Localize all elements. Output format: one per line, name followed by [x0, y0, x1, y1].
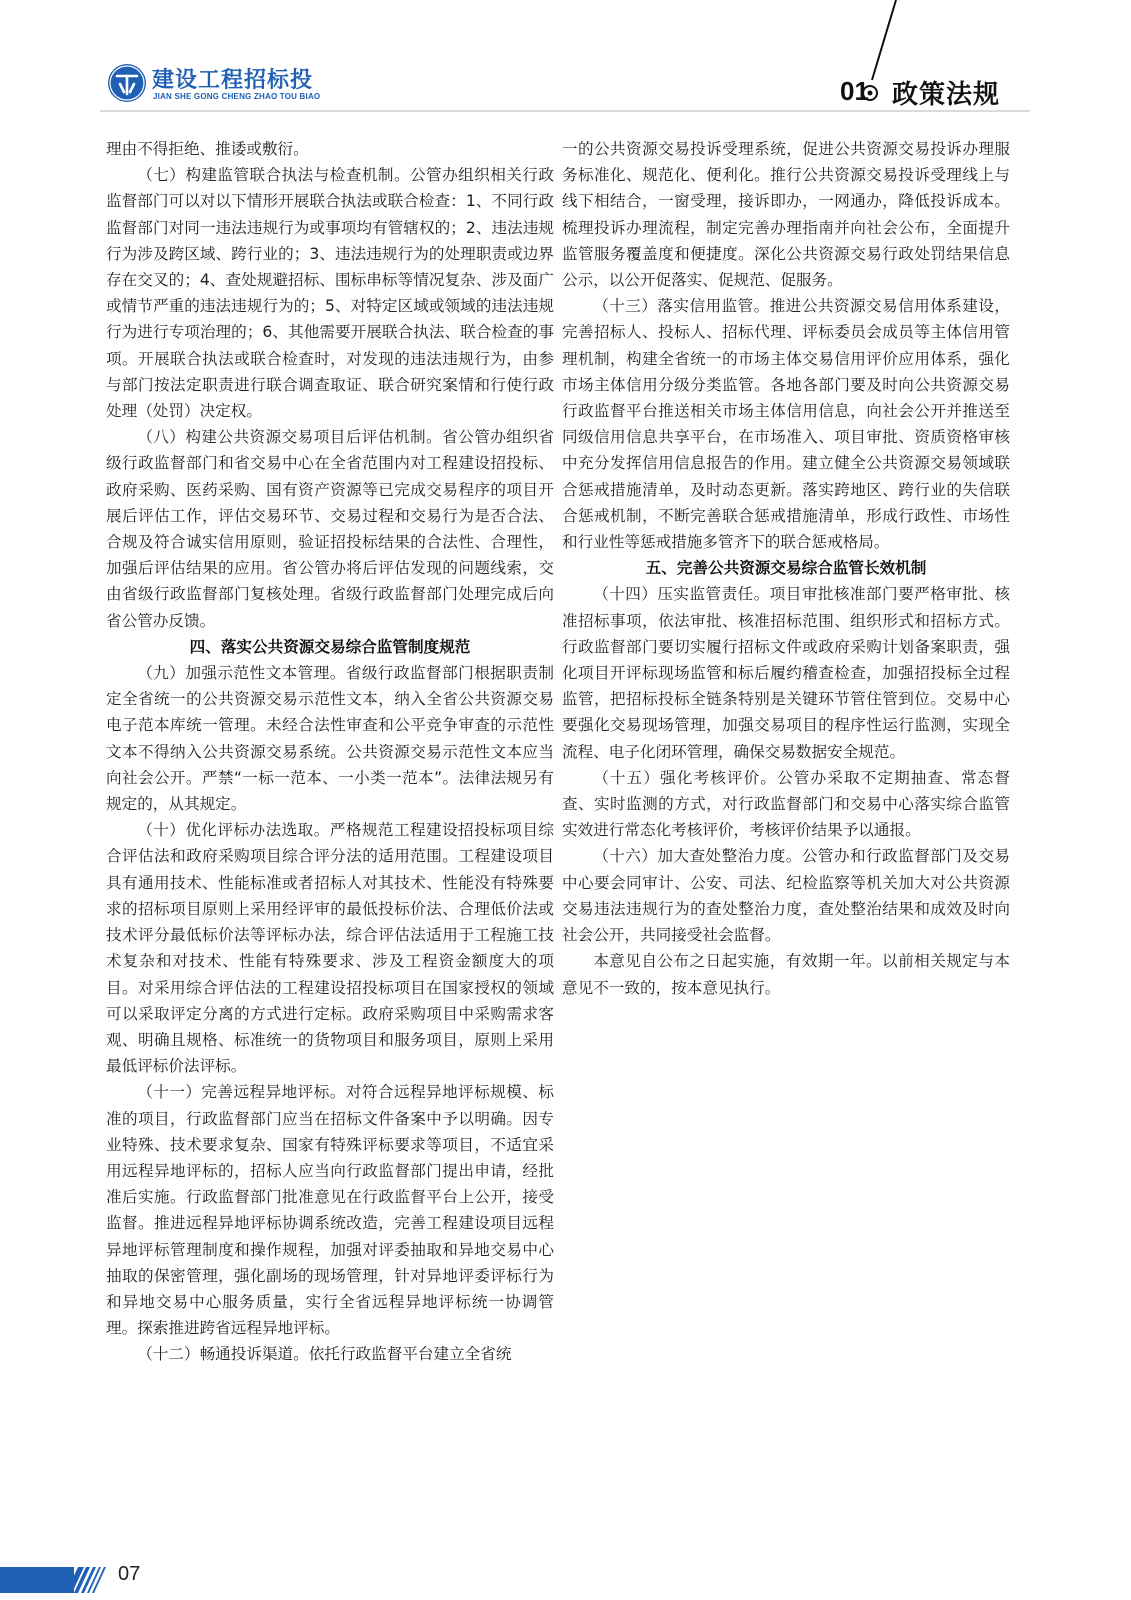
paragraph: （十六）加大查处整治力度。公管办和行政监督部门及交易中心要会同审计、公安、司法、纪检监察等机关加大对公共资源交易违法违规行为的查处整治力度，查处整治结果和成效及时向社会公开，共同接受社会监督。 [562, 847, 1010, 945]
left-text-column [106, 136, 554, 1368]
page-number: 07 [118, 1563, 141, 1585]
brand-pinyin: JIAN SHE GONG CHENG ZHAO TOU BIAO [153, 92, 321, 101]
paragraph: （九）加强示范性文本管理。省级行政监督部门根据职责制定全省统一的公共资源交易示范性文本，纳入全省公共资源交易电子范本库统一管理。未经合法性审查和公平竞争审查的示范性文本不得纳入公共资源交易系统。公共资源交易示范性文本应当向社会公开。严禁“一标一范本、一小类一范本”。法律法规另有规定的，从其规定。 [106, 664, 554, 814]
paragraph: （十三）落实信用监管。推进公共资源交易信用体系建设，完善招标人、投标人、招标代理、评标委员会成员等主体信用管理机制，构建全省统一的市场主体交易信用评价应用体系，强化市场主体信用分级分类监管。各地各部门要及时向公共资源交易行政监督平台推送相关市场主体信用信息，向社会公开并推送至同级信用信息共享平台，在市场准入、项目审批、资质资格审核中充分发挥信用信息报告的作用。建立健全公共资源交易领域联合惩戒措施清单，及时动态更新。落实跨地区、跨行业的失信联合惩戒机制，不断完善联合惩戒措施清单，形成行政性、市场性和行业性等惩戒措施多管齐下的联合惩戒格局。 [562, 297, 1010, 552]
page-header [0, 0, 1131, 120]
paragraph: （十一）完善远程异地评标。对符合远程异地评标规模、标准的项目，行政监督部门应当在招标文件备案中予以明确。因专业特殊、技术要求复杂、国家有特殊评标要求等项目，不适宜采用远程异地评标的，招标人应当向行政监督部门提出申请，经批准后实施。行政监督部门批准意见在行政监督平台上公开，接受监督。推进远程异地评标协调系统改造，完善工程建设项目远程异地评标管理制度和操作规程，加强对评委抽取和异地交易中心抽取的保密管理，强化副场的现场管理，针对异地评委评标行为和异地交易中心服务质量，实行全省远程异地评标统一协调管理。探索推进跨省远程异地评标。 [106, 1083, 554, 1338]
paragraph: （十四）压实监管责任。项目审批核准部门要严格审批、核准招标事项，依法审批、核准招标范围、组织形式和招标方式。行政监督部门要切实履行招标文件或政府采购计划备案职责，强化项目开评标现场监管和标后履约稽查检查，加强招投标全过程监管，把招标投标全链条特别是关键环节管住管到位。交易中心要强化交易现场管理，加强交易项目的程序性运行监测，实现全流程、电子化闭环管理，确保交易数据安全规范。 [562, 585, 1010, 761]
paragraph: （七）构建监管联合执法与检查机制。公管办组织相关行政监督部门可以对以下情形开展联合执法或联合检查：1、不同行政监督部门对同一违法违规行为或事项均有管辖权的；2、违法违规行为涉及跨区域、跨行业的；3、违法违规行为的处理职责或边界存在交叉的；4、查处规避招标、围标串标等情况复杂、涉及面广或情节严重的违法违规行为的；5、对特定区域或领域的违法违规行为进行专项治理的；6、其他需要开展联合执法、联合检查的事项。开展联合执法或联合检查时，对发现的违法违规行为，由参与部门按法定职责进行联合调查取证、联合研究案情和行使行政处理（处罚）决定权。 [106, 166, 554, 421]
paragraph: （十五）强化考核评价。公管办采取不定期抽查、常态督查、实时监测的方式，对行政监督部门和交易中心落实综合监管实效进行常态化考核评价，考核评价结果予以通报。 [562, 768, 1010, 840]
section-title: 政策法规 [892, 80, 1001, 110]
footer-stripe-decoration [0, 1567, 112, 1593]
paragraph: （十二）畅通投诉渠道。依托行政监督平台建立全省统 [137, 1345, 512, 1364]
section-number: 01 [840, 76, 869, 106]
paragraph: 理由不得拒绝、推诿或敷衍。 [106, 140, 309, 158]
paragraph: 本意见自公布之日起实施，有效期一年。以前相关规定与本意见不一致的，按本意见执行。 [562, 952, 1010, 997]
paragraph: 一的公共资源交易投诉受理系统，促进公共资源交易投诉办理服务标准化、规范化、便利化。推行公共资源交易投诉受理线上与线下相结合，一窗受理，接诉即办，一网通办，降低投诉成本。梳理投诉办理流程，制定完善办理指南并向社会公布，全面提升监管服务覆盖度和便捷度。深化公共资源交易行政处罚结果信息公示，以公开促落实、促规范、促服务。 [562, 140, 1010, 290]
brand-title: 建设工程招标投 [152, 68, 314, 93]
paragraph: （八）构建公共资源交易项目后评估机制。省公管办组织省级行政监督部门和省交易中心在全省范围内对工程建设招投标、政府采购、医药采购、国有资产资源等已完成交易程序的项目开展后评估工作，评估交易环节、交易过程和交易行为是否合法、合规及符合诚实信用原则，验证招投标结果的合法性、合理性，加强后评估结果的应用。省公管办将后评估发现的问题线索，交由省级行政监督部门复核处理。省级行政监督部门处理完成后向省公管办反馈。 [106, 428, 554, 630]
paragraph: （十）优化评标办法选取。严格规范工程建设招投标项目综合评估法和政府采购项目综合评分法的适用范围。工程建设项目具有通用技术、性能标准或者招标人对其技术、性能没有特殊要求的招标项目原则上采用经评审的最低投标价法、合理低价法或技术评分最低标价法等评标办法，综合评估法适用于工程施工技术复杂和对技术、性能有特殊要求、涉及工程资金额度大的项目。对采用综合评估法的工程建设招投标项目在国家授权的领域可以采取评定分离的方式进行定标。政府采购项目中采购需求客观、明确且规格、标准统一的货物项目和服务项目，原则上采用最低评标价法评标。 [106, 821, 554, 1076]
section-heading: 五、完善公共资源交易综合监管长效机制 [645, 559, 927, 578]
right-text-column [562, 136, 1010, 1001]
section-heading: 四、落实公共资源交易综合监管制度规范 [189, 637, 471, 656]
